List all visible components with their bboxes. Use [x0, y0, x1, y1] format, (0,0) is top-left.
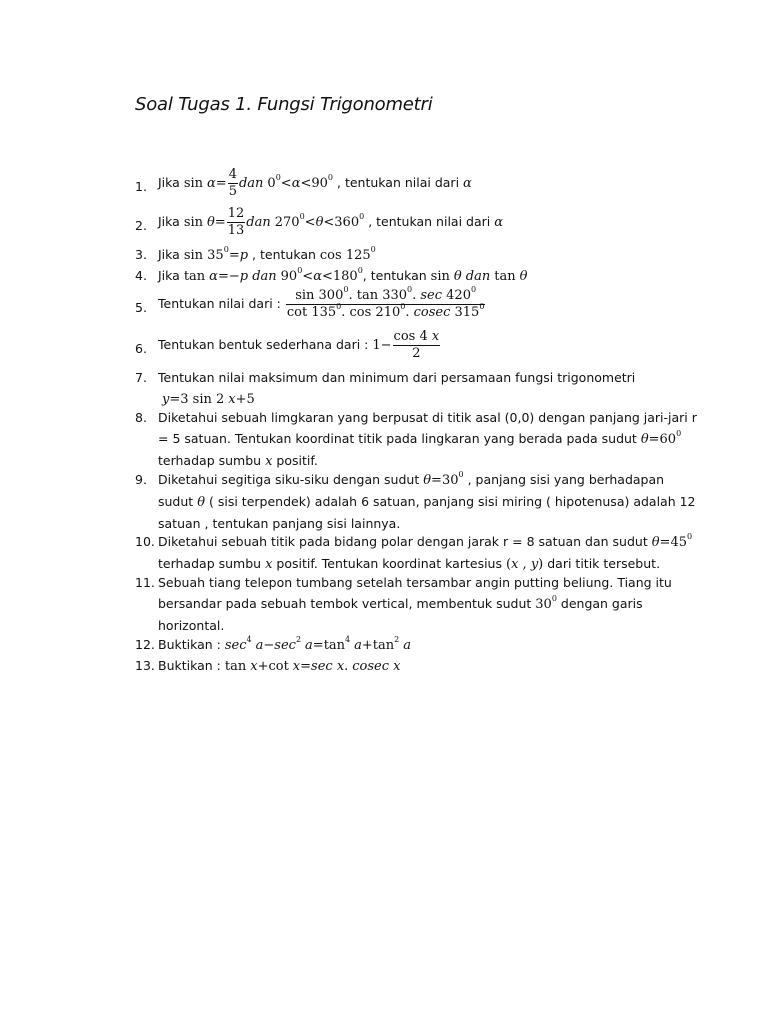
problem-text: Tentukan nilai dari : $\frac{\sin 300^0. \tan 330^0. \sec 420^0}{\cot 135^0. \cos 210^0. cosec 315^0}$	[158, 285, 485, 320]
problem-text: Tentukan bentuk sederhana dari : 1− $\frac{\cos 4 x}{2}$	[158, 329, 440, 361]
problem-number: 1.	[135, 179, 147, 194]
problem-number: 5.	[135, 300, 147, 315]
problem-text: Jika sin α= $\frac{4}{5}$ dan $0^0<\alpha<90^0$ , tentukan nilai dari α	[158, 167, 472, 199]
fraction: $\frac{4}{5}$	[228, 167, 237, 199]
problem-text: Sebuah tiang telepon tumbang setelah tersambar angin putting beliung. Tiang itu bersandar pada sebuah tembok vertical, membentuk sudut $30^0$ dengan garis horizontal.	[158, 575, 672, 633]
problem-11	[135, 572, 672, 635]
problem-7	[135, 367, 655, 409]
problem-10	[135, 531, 693, 573]
problem-text: Tentukan nilai maksimum dan minimum dari persamaan fungsi trigonometri y=3 sin 2 x+5	[158, 370, 636, 407]
problem-number: 9.	[135, 472, 147, 487]
problem-number: 12.	[135, 637, 155, 652]
problem-text: Diketahui sebuah limgkaran yang berpusat di titik asal (0,0) dengan panjang jari-jari r = 5 satuan. Tentukan koordinat titik pada lingkaran yang berada pada sudut $\theta=60^0$ terhadap sumbu x positif.	[158, 410, 697, 469]
fraction: $\frac{\cos 4 x}{2}$	[393, 329, 440, 361]
problem-text: Jika sin θ= $\frac{12}{13}$ dan $270^0<\theta<360^0$ , tentukan nilai dari α	[158, 206, 503, 238]
problem-text: Buktikan : $\sec^4 a-\sec^2$ $a=\tan^4$ $a+\tan^2$ a	[158, 635, 411, 653]
problem-text: Buktikan : tan x+cot x=sec x. cosec x	[158, 658, 401, 674]
problem-number: 2.	[135, 218, 147, 233]
problem-number: 10.	[135, 534, 155, 549]
problem-13	[135, 655, 655, 676]
problem-1	[135, 167, 655, 207]
fraction: $\frac{\sin 300^0. \tan 330^0. \sec 420^0}{\cot 135^0. \cos 210^0. cosec 315^0}$	[286, 285, 485, 320]
problem-4	[135, 265, 655, 286]
problem-text: Diketahui sebuah titik pada bidang polar dengan jarak r = 8 satuan dan sudut $\theta=45^0$ terhadap sumbu x positif. Tentukan koordinat kartesius (x , y) dari titik tersebut.	[158, 532, 693, 572]
problem-number: 4.	[135, 268, 147, 283]
problem-number: 11.	[135, 575, 155, 590]
problem-3	[135, 244, 655, 265]
problem-2	[135, 206, 655, 246]
problem-9	[135, 469, 696, 532]
problem-number: 13.	[135, 658, 155, 673]
problem-12	[135, 634, 655, 655]
problem-text: Jika $\sin 35^0=p$ , tentukan $\cos 125^0$	[158, 245, 376, 263]
problem-text: Diketahui segitiga siku-siku dengan sudut $\theta=30^0$ , panjang sisi yang berhadapan sudut θ ( sisi terpendek) adalah 6 satuan, panjang sisi miring ( hipotenusa) adalah 12 satuan , tentukan panjang sisi lainnya.	[158, 470, 696, 531]
problem-number: 3.	[135, 247, 147, 262]
problem-number: 7.	[135, 370, 147, 385]
problem-text: Jika tan α=−p dan $90^0<\alpha<180^0$, tentukan sin θ dan tan θ	[158, 266, 528, 284]
problem-number: 6.	[135, 341, 147, 356]
problem-5	[135, 285, 655, 328]
fraction: $\frac{12}{13}$	[227, 206, 245, 238]
problem-number: 8.	[135, 410, 147, 425]
problem-8	[135, 407, 697, 470]
document-title: Soal Tugas 1. Fungsi Trigonometri	[135, 94, 433, 115]
problem-6	[135, 329, 655, 369]
